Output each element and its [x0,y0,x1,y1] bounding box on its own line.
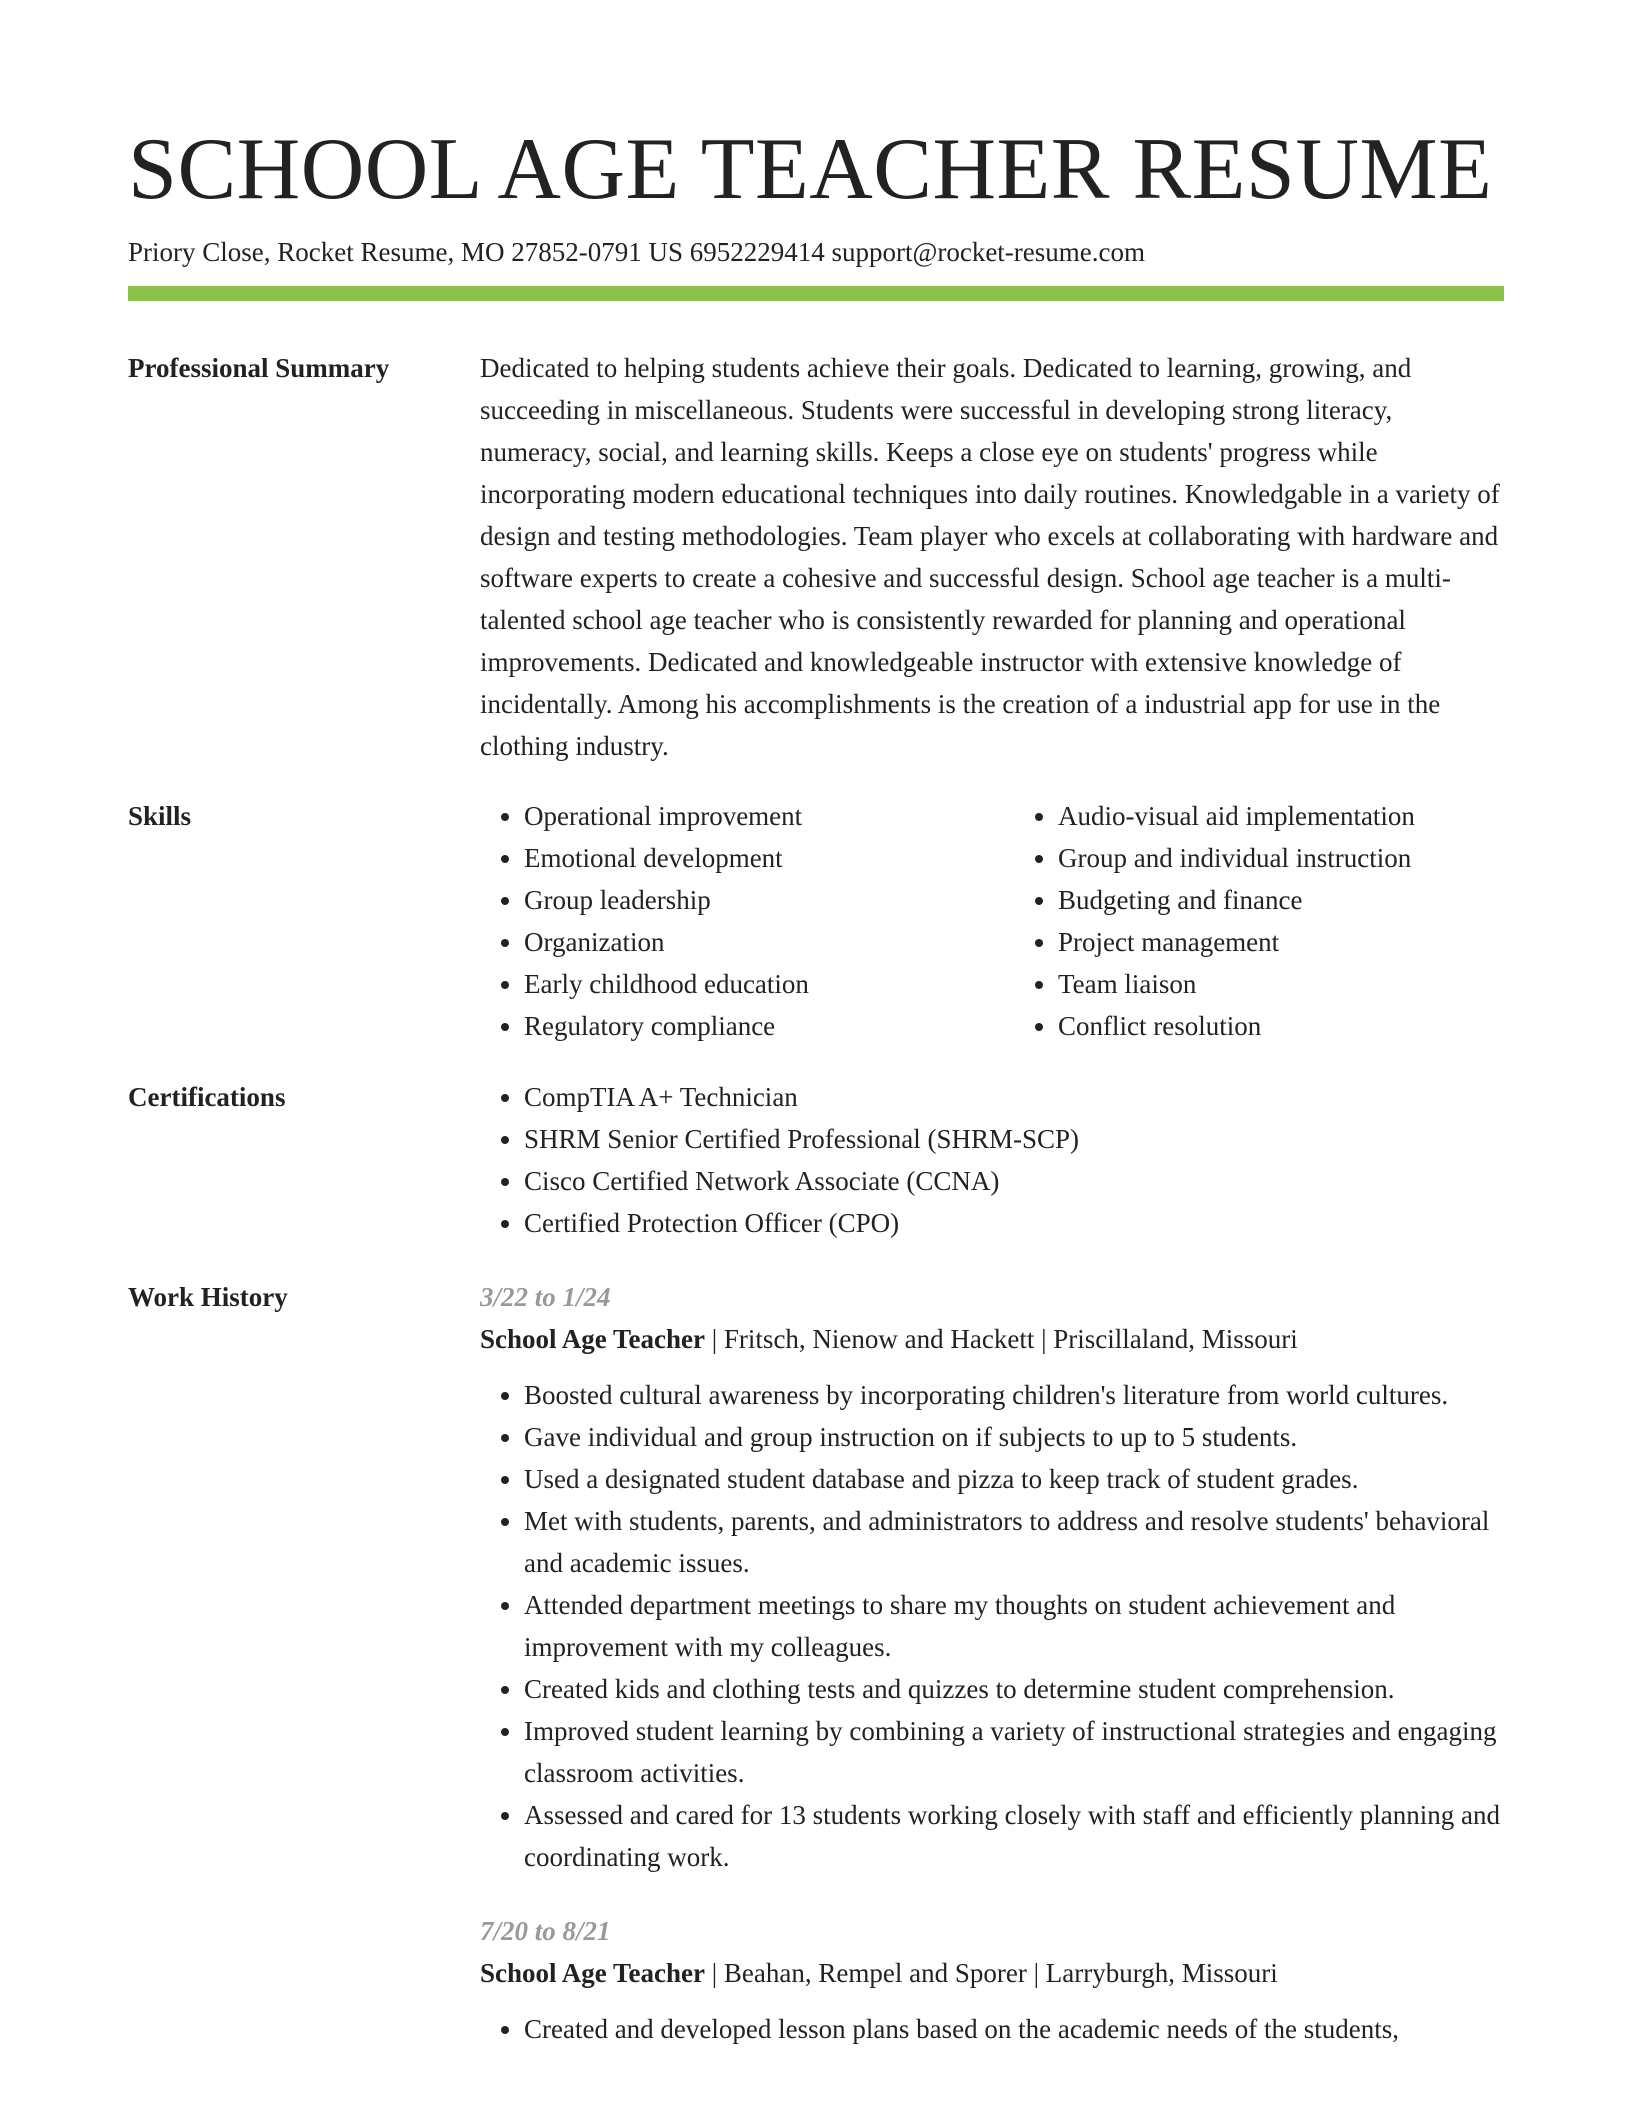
job-bullet: • Created and developed lesson plans based on the academic needs of the students, [524,2008,1504,2050]
certification-item: • Cisco Certified Network Associate (CCNA) [524,1160,1504,1202]
skill-item: • Project management [1058,921,1504,963]
certification-item: • SHRM Senior Certified Professional (SHRM-SCP) [524,1118,1504,1160]
contact-line: Priory Close, Rocket Resume, MO 27852-0791 US 6952229414 support@rocket-resume.com [128,237,1145,267]
skill-item: • Regulatory compliance [524,1005,970,1047]
job-dates: 7/20 to 8/21 [480,1916,611,1946]
skill-item: • Audio-visual aid implementation [1058,795,1504,837]
skill-item: • Group leadership [524,879,970,921]
skill-item: • Early childhood education [524,963,970,1005]
job-bullet: • Improved student learning by combining a variety of instructional strategies and engaging classroom activities. [524,1710,1504,1794]
certification-item: • CompTIA A+ Technician [524,1076,1504,1118]
job-bullets [480,2008,1504,2050]
job-title: School Age Teacher [480,1324,706,1354]
job-title: School Age Teacher [480,1958,706,1988]
work-history-body [480,1276,1504,2050]
job-bullets [480,1374,1504,1878]
skill-item: • Operational improvement [524,795,970,837]
job-bullet: • Assessed and cared for 13 students working closely with staff and efficiently planning and coordinating work. [524,1794,1504,1878]
job-entry [480,1910,1504,2050]
certifications-body [480,1076,1504,1244]
job-heading [480,1952,1504,1994]
job-bullet: • Used a designated student database and pizza to keep track of student grades. [524,1458,1504,1500]
skill-item: • Emotional development [524,837,970,879]
summary-body [480,347,1504,767]
resume-title: SCHOOL AGE TEACHER RESUME [128,121,1493,218]
job-heading [480,1318,1504,1360]
certification-item: • Certified Protection Officer (CPO) [524,1202,1504,1244]
job-bullet: • Boosted cultural awareness by incorporating children's literature from world cultures. [524,1374,1504,1416]
skill-item: • Conflict resolution [1058,1005,1504,1047]
skills-body [480,795,1504,1047]
skill-item: • Budgeting and finance [1058,879,1504,921]
accent-divider [128,286,1504,301]
job-bullet: • Met with students, parents, and administrators to address and resolve students' behavioral and academic issues. [524,1500,1504,1584]
job-entry [480,1276,1504,1878]
resume-header [128,118,1504,270]
skill-item: • Group and individual instruction [1058,837,1504,879]
job-employer: | Fritsch, Nienow and Hackett | Priscillaland, Missouri [705,1324,1298,1354]
job-bullet: • Attended department meetings to share my thoughts on student achievement and improvement with my colleagues. [524,1584,1504,1668]
work-history-heading: Work History [128,1282,288,1312]
certifications-heading: Certifications [128,1082,286,1112]
skills-heading: Skills [128,801,192,831]
skill-item: • Team liaison [1058,963,1504,1005]
summary-heading: Professional Summary [128,353,390,383]
skills-list-left [480,795,970,1047]
job-employer: | Beahan, Rempel and Sporer | Larryburgh, Missouri [705,1958,1278,1988]
job-bullet: • Gave individual and group instruction on if subjects to up to 5 students. [524,1416,1504,1458]
skill-item: • Organization [524,921,970,963]
certifications-list [480,1076,1504,1244]
job-bullet: • Created kids and clothing tests and quizzes to determine student comprehension. [524,1668,1504,1710]
job-dates: 3/22 to 1/24 [480,1282,611,1312]
summary-text: Dedicated to helping students achieve their goals. Dedicated to learning, growing, and succeeding in miscellaneous. Students were successful in developing strong literacy, numeracy, social, and learning skills. Keeps a close eye on students' progress while incorporating modern educational techniques into daily routines. Knowledgable in a variety of design and testing methodologies. Team player who excels at collaborating with hardware and software experts to create a cohesive and successful design. School age teacher is a multi-talented school age teacher who is consistently rewarded for planning and operational improvements. Dedicated and knowledgeable instructor with extensive knowledge of incidentally. Among his accomplishments is the creation of a industrial app for use in the clothing industry. [480,353,1500,761]
skills-list-right [1014,795,1504,1047]
